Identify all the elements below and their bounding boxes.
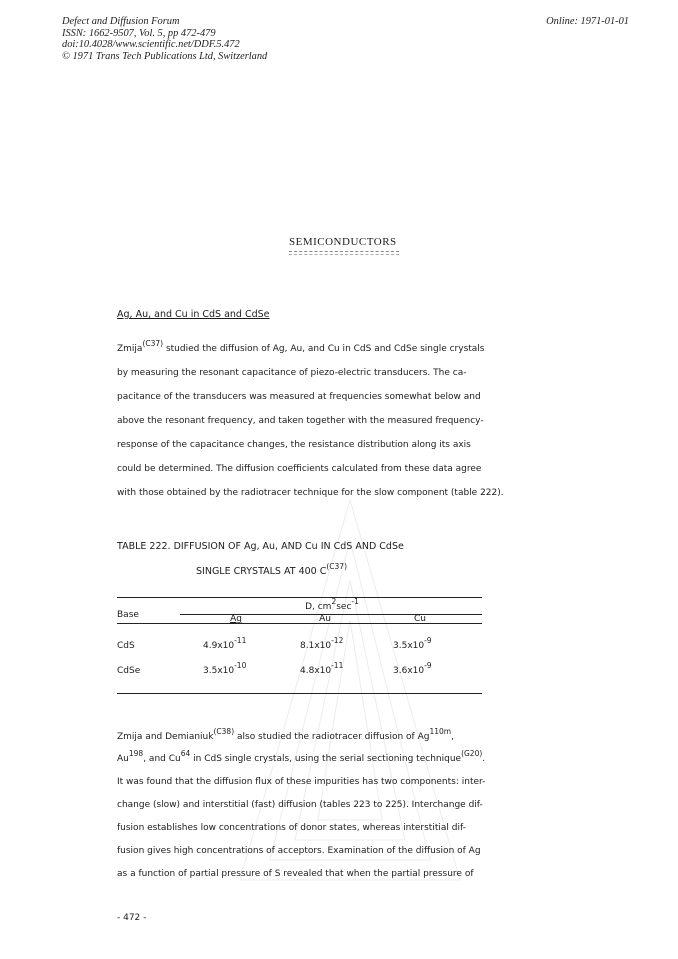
text-span: Zmija and Demianiuk (117, 732, 214, 742)
para2-line: It was found that the diffusion flux of these impurities has two components: inter- (117, 777, 486, 787)
text-span: . (482, 754, 486, 764)
section-heading: Ag, Au, and Cu in CdS and CdSe (117, 309, 270, 320)
para1-line: response of the capacitance changes, the resistance distribution along its axis (117, 440, 471, 450)
page-title: SEMICONDUCTORS (289, 236, 397, 248)
para2-line: change (slow) and interstitial (fast) diffusion (tables 223 to 225). Interchange dif- (117, 800, 483, 810)
value: 3.6x10 (393, 666, 425, 676)
table-cell (300, 661, 344, 676)
para1-line: above the resonant frequency, and taken together with the measured frequency- (117, 416, 484, 426)
text-span: also studied the radiotracer diffusion of Ag (234, 732, 430, 742)
isotope-mass: 110m (429, 727, 452, 736)
table-cell (300, 636, 344, 651)
table-caption: TABLE 222. DIFFUSION OF Ag, Au, AND Cu IN CdS AND CdSe (117, 541, 404, 552)
value: 4.8x10 (300, 666, 332, 676)
citation-ref: (C37) (142, 339, 164, 348)
table-header-rule (117, 623, 482, 624)
table-column-header: Cu (414, 614, 426, 624)
title-underline (289, 251, 399, 252)
exponent: -9 (424, 636, 432, 645)
isotope-mass: 198 (128, 749, 144, 758)
table-cell (393, 661, 432, 676)
text-span: in CdS single crystals, using the serial sectioning technique (190, 754, 462, 764)
value: 4.9x10 (203, 641, 235, 651)
table-cell-base: CdSe (117, 666, 141, 676)
exponent: -9 (424, 661, 432, 670)
text-span: , and Cu (143, 754, 181, 764)
table-group-header (305, 597, 359, 612)
para1-line-1 (117, 339, 485, 354)
journal-header (62, 16, 267, 62)
table-cell-base: CdS (117, 641, 135, 651)
copyright-line: © 1971 Trans Tech Publications Ltd, Switzerland (62, 50, 268, 62)
exponent: -10 (234, 661, 247, 670)
para2-line: fusion establishes low concentrations of donor states, whereas interstitial dif- (117, 823, 466, 833)
value: 8.1x10 (300, 641, 332, 651)
table-base-header: Base (117, 610, 139, 620)
para2-line-2 (117, 749, 486, 764)
para1-line: with those obtained by the radiotracer technique for the slow component (table 222). (117, 488, 504, 498)
text-span: D, cm (305, 602, 332, 612)
author-name: Zmija (117, 344, 143, 354)
value: 3.5x10 (393, 641, 425, 651)
para1-line: could be determined. The diffusion coefficients calculated from these data agree (117, 464, 482, 474)
value: 3.5x10 (203, 666, 235, 676)
superscript: 2 (331, 597, 337, 606)
exponent: -11 (331, 661, 344, 670)
issn-line: ISSN: 1662-9507, Vol. 5, pp 472-479 (62, 27, 216, 39)
para1-line: by measuring the resonant capacitance of piezo-electric transducers. The ca- (117, 368, 467, 378)
table-cell (203, 636, 247, 651)
table-top-rule (117, 597, 482, 598)
citation-ref: (G20) (461, 749, 483, 758)
isotope-mass: 64 (180, 749, 191, 758)
exponent: -12 (331, 636, 344, 645)
table-column-header: Ag (230, 614, 242, 624)
para2-line-1 (117, 727, 454, 742)
para1-line: pacitance of the transducers was measured at frequencies somewhat below and (117, 392, 481, 402)
para2-line: as a function of partial pressure of S revealed that when the partial pressure of (117, 869, 474, 879)
page-number: - 472 - (117, 913, 147, 923)
table-cell (203, 661, 247, 676)
doi-line: doi:10.4028/www.scientific.net/DDF.5.472 (62, 39, 240, 50)
table-bottom-rule (117, 693, 482, 694)
text-span: SINGLE CRYSTALS AT 400 C (196, 566, 327, 577)
exponent: -11 (234, 636, 247, 645)
citation-ref: (C37) (326, 562, 347, 571)
journal-name: Defect and Diffusion Forum (62, 16, 180, 27)
text-span: studied the diffusion of Ag, Au, and Cu in CdS and CdSe single crystals (163, 344, 485, 354)
table-caption-line-2 (196, 562, 347, 577)
text-span: Au (117, 754, 129, 764)
citation-ref: (C38) (213, 727, 235, 736)
title-underline-second (289, 254, 399, 255)
para2-line: fusion gives high concentrations of acceptors. Examination of the diffusion of Ag (117, 846, 481, 856)
superscript: -1 (351, 597, 359, 606)
table-cell (393, 636, 432, 651)
text-span: sec (336, 602, 352, 612)
online-date: Online: 1971-01-01 (546, 16, 629, 27)
text-span: , (451, 732, 454, 742)
table-column-header: Au (319, 614, 331, 624)
table-group-rule (180, 614, 482, 615)
